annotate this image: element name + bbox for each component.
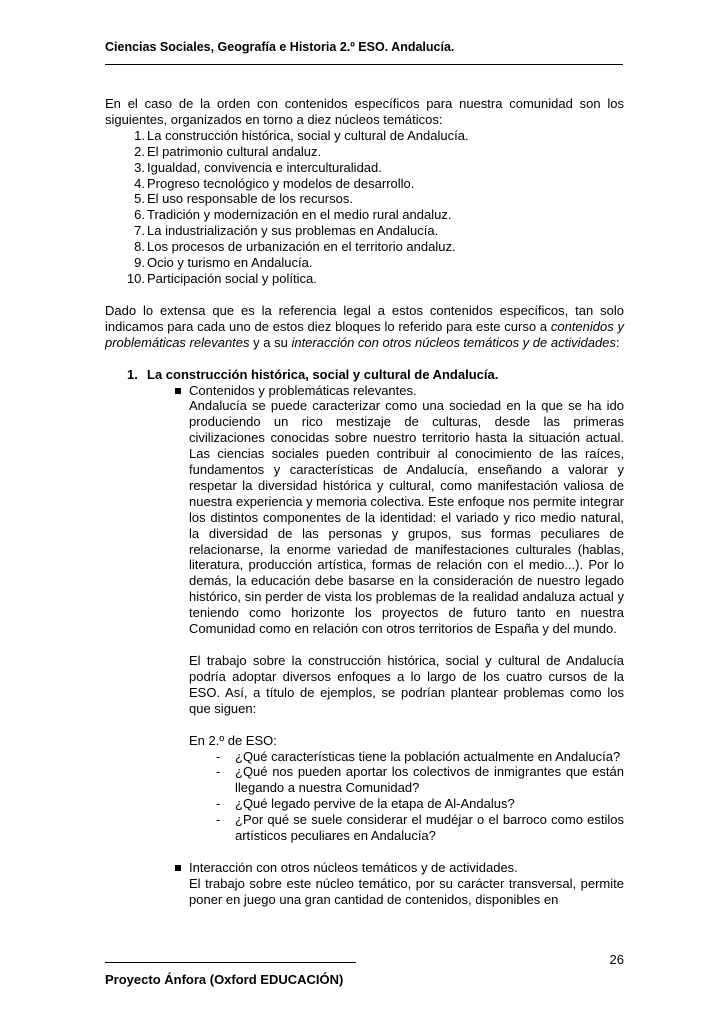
list-item	[105, 144, 624, 160]
list-item-number: 2.	[134, 143, 145, 159]
list-item-text: El patrimonio cultural andaluz.	[147, 143, 322, 159]
question-item	[105, 812, 624, 844]
question-text: ¿Por qué se suele considerar el mudéjar o el barroco como estilos artísticos peculiares en Andalucía?	[235, 812, 624, 844]
list-item-number: 4.	[134, 175, 145, 191]
intro-paragraph: En el caso de la orden con contenidos específicos para nuestra comunidad son los siguientes, organizados en torno a diez núcleos temáticos:	[105, 96, 624, 127]
section-title-text: La construcción histórica, social y cultural de Andalucía.	[147, 366, 499, 382]
list-item-text: Tradición y modernización en el medio rural andaluz.	[147, 207, 452, 223]
list-item	[105, 176, 624, 192]
section-title	[105, 367, 624, 383]
question-item	[105, 749, 624, 765]
list-item	[105, 223, 624, 239]
list-item-number: 3.	[134, 159, 145, 175]
question-text: ¿Qué características tiene la población actualmente en Andalucía?	[235, 748, 621, 764]
list-item-text: Ocio y turismo en Andalucía.	[147, 255, 313, 271]
dash-bullet-icon: -	[216, 796, 221, 812]
scope-emphasis-1: contenidos y problemáticas relevantes	[105, 318, 624, 350]
question-list	[105, 749, 624, 844]
list-item-number: 1.	[134, 127, 145, 143]
footer-publisher: Proyecto Ánfora (Oxford EDUCACIÓN)	[105, 972, 344, 987]
scope-paragraph	[105, 303, 624, 351]
list-item-number: 10.	[126, 270, 145, 286]
course-label: En 2.º de ESO:	[189, 732, 277, 748]
list-item-number: 8.	[134, 239, 145, 255]
core-topics-list	[105, 128, 624, 287]
dash-bullet-icon: -	[216, 812, 221, 828]
list-item-text: El uso responsable de los recursos.	[147, 191, 353, 207]
list-item-text: Los procesos de urbanización en el territorio andaluz.	[147, 239, 456, 255]
section-number: 1.	[127, 366, 138, 382]
dash-bullet-icon: -	[216, 764, 221, 780]
list-item-text: La construcción histórica, social y cultural de Andalucía.	[147, 127, 469, 143]
running-header: Ciencias Sociales, Geografía e Historia 2.º ESO. Andalucía.	[105, 40, 455, 54]
list-item	[105, 160, 624, 176]
square-bullet-icon	[175, 388, 181, 394]
scope-text-3: :	[615, 334, 620, 350]
list-item-text: Progreso tecnológico y modelos de desarrollo.	[147, 175, 415, 191]
scope-text-2: y a su	[249, 334, 292, 350]
scope-text-1: Dado lo extensa que es la referencia legal a estos contenidos específicos, tan solo indicamos para cada uno de estos diez bloques lo referido para este curso a	[105, 302, 624, 334]
page-number: 26	[609, 952, 624, 967]
dash-bullet-icon: -	[216, 748, 221, 764]
list-item-text: Igualdad, convivencia e interculturalidad.	[147, 159, 382, 175]
list-item-text: La industrialización y sus problemas en Andalucía.	[147, 223, 439, 239]
list-item-number: 9.	[134, 255, 145, 271]
question-item	[105, 796, 624, 812]
list-item-number: 7.	[134, 223, 145, 239]
page-content	[105, 96, 624, 908]
bullet-heading: Interacción con otros núcleos temáticos y de actividades.	[189, 859, 518, 875]
bullet-body-text: El trabajo sobre este núcleo temático, por su carácter transversal, permite poner en juego una gran cantidad de contenidos, disponibles en	[189, 875, 624, 907]
bullet-heading: Contenidos y problemáticas relevantes.	[189, 382, 417, 398]
list-item	[105, 239, 624, 255]
list-item	[105, 191, 624, 207]
list-item	[105, 255, 624, 271]
question-text: ¿Qué nos pueden aportar los colectivos de inmigrantes que están llegando a nuestra Comunidad?	[235, 764, 624, 796]
question-item	[105, 764, 624, 796]
list-item	[105, 128, 624, 144]
list-item-number: 5.	[134, 191, 145, 207]
list-item-text: Participación social y política.	[147, 270, 317, 286]
header-rule	[105, 64, 623, 65]
bullet-body-text: Andalucía se puede caracterizar como una sociedad en la que se ha ido produciendo un rico mestizaje de culturas, desde las primeras civilizaciones conocidas sobre nuestro territorio hasta la situación actual. Las ciencias sociales pueden contribuir al conocimiento de las raíces, fundamentos y características de Andalucía, enseñando a valorar y respetar la diversidad histórica y cultural, como manifestación valiosa de nuestra experiencia y memoria colectiva. Este enfoque nos permite integrar los distintos componentes de la identidad: el variado y rico medio natural, la diversidad de las personas y grupos, sus formas peculiares de relacionarse, la enorme variedad de manifestaciones culturales (hablas, literatura, producción artística, formas de relación con el medio...). Por lo demás, la educación debe basarse en la consideración de nuestro legado histórico, sin perder de vista los problemas de la realidad andaluza actual y teniendo como horizonte los proyectos de futuro tanto en nuestra Comunidad como en relación con otros territorios de España y del mundo.	[189, 398, 624, 637]
list-item	[105, 271, 624, 287]
question-text: ¿Qué legado pervive de la etapa de Al-Andalus?	[235, 796, 515, 812]
bullet-interaction	[105, 860, 624, 908]
square-bullet-icon	[175, 865, 181, 871]
list-item	[105, 207, 624, 223]
list-item-number: 6.	[134, 207, 145, 223]
footer-rule	[105, 962, 356, 963]
scope-emphasis-2: interacción con otros núcleos temáticos y de actividades	[291, 334, 616, 350]
approach-paragraph: El trabajo sobre la construcción histórica, social y cultural de Andalucía podría adoptar diversos enfoques a lo largo de los cuatro cursos de la ESO. Así, a título de ejemplos, se podrían plantear problemas como los que siguen:	[189, 653, 624, 716]
bullet-content-problems	[105, 383, 624, 638]
